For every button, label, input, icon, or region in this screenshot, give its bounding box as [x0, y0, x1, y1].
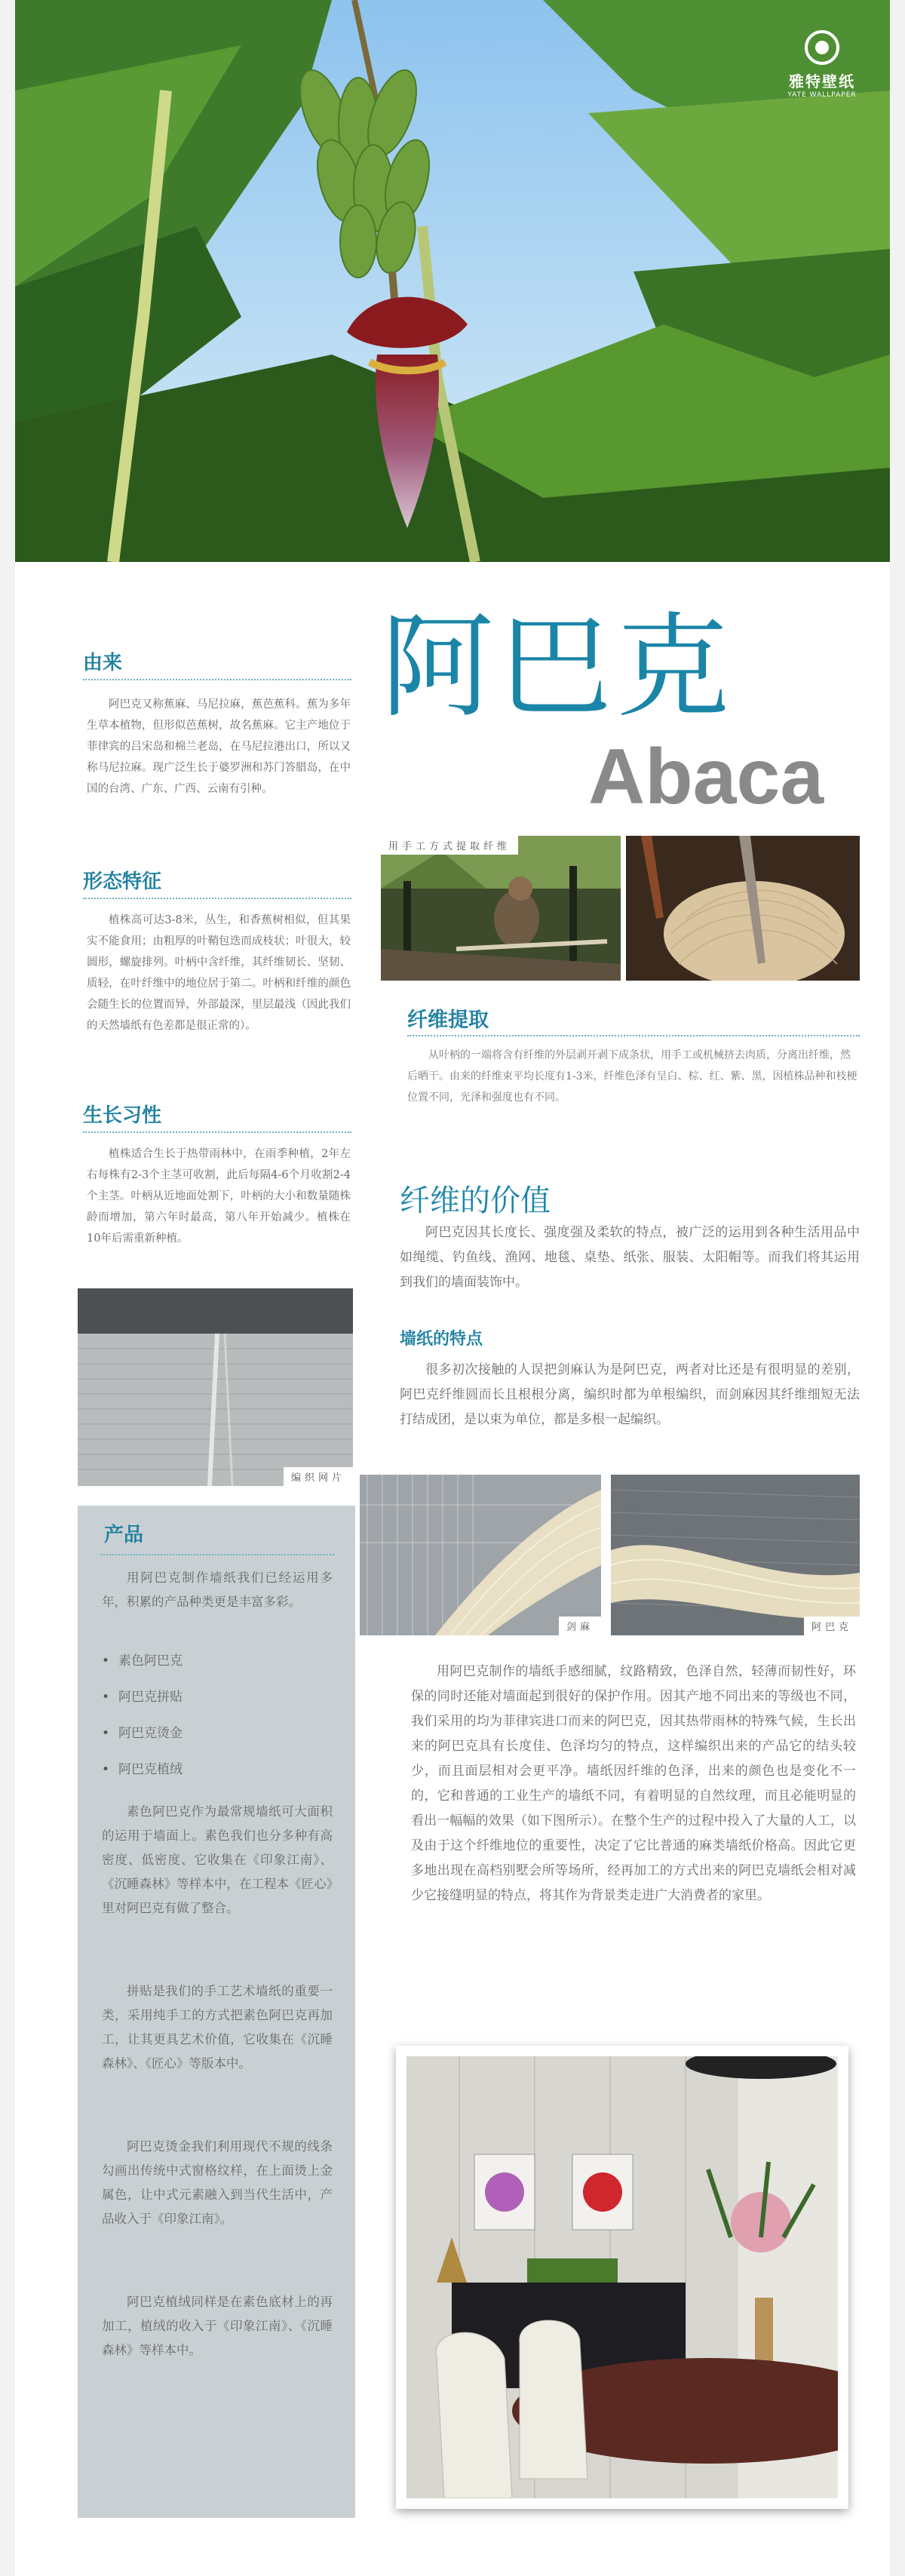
page-title-cn: 阿巴克: [381, 602, 735, 733]
morphology-heading: 形态特征: [83, 870, 162, 893]
products-heading: 产品: [104, 1524, 144, 1546]
brand-name-cn: 雅特壁纸: [789, 72, 855, 91]
brand-logo-icon: [805, 30, 839, 65]
page: [15, 0, 890, 2576]
products-rule: [100, 1554, 334, 1555]
origin-heading: 由来: [83, 652, 123, 674]
fiber-extract-rule: [407, 1035, 860, 1036]
growth-rule: [83, 1131, 351, 1133]
abaca-caption: 阿巴克: [804, 1617, 860, 1635]
fiber-value-text: 阿巴克因其长度长、强度强及柔软的特点，被广泛的运用到各种生活用品中如绳缆、钓鱼线、渔网、地毯、桌垫、纸张、服装、太阳帽等。而我们将其运用到我们的墙面装饰中。: [400, 1225, 860, 1290]
product-item: • 阿巴克烫金: [102, 1715, 183, 1752]
fiber-extract-heading: 纤维提取: [407, 1009, 489, 1032]
woven-mesh-photo: [78, 1288, 353, 1486]
fiber-knife-photo: [626, 836, 860, 981]
origin-rule: [83, 679, 351, 680]
fiber-value-heading: 纤维的价值: [400, 1184, 551, 1218]
growth-heading: 生长习性: [83, 1104, 162, 1127]
page-title-en: Abaca: [588, 733, 824, 821]
products-collage-text: 拼贴是我们的手工艺术墙纸的重要一类，采用纯手工的方式把素色阿巴克再加工，让其更具艺术价值，它收集在《沉睡森林》、《匠心》等版本中。: [102, 1984, 333, 2071]
brand-name-en: YATE WALLPAPER: [787, 91, 857, 99]
morphology-text: 植株高可达3-8米，丛生，和香蕉树相似，但其果实不能食用；由粗厚的叶鞘包迭而成枝状；叶很大，较圆形，螺旋排列。叶柄中含纤维，其纤维韧长、坚韧、质轻，在叶纤维中的地位居于第二。叶柄和纤维的颜色会随生长的位置而异，外部最深，里层最浅（因此我们的天然墙纸有色差都是很正常的）。: [87, 914, 351, 1032]
jianma-caption: 剑麻: [559, 1617, 601, 1635]
product-item: • 阿巴克植绒: [102, 1752, 183, 1788]
hand-extract-caption: 用手工方式提取纤维: [381, 836, 518, 855]
origin-text: 阿巴克又称蕉麻、马尼拉麻，蕉芭蕉科。蕉为多年生草本植物，但形似芭蕉树，故名蕉麻。它主产地位于菲律宾的吕宋岛和棉兰老岛，在马尼拉港出口，所以又称马尼拉麻。现广泛生长于婆罗洲和苏门答腊岛，在中国的台湾、广东、广西、云南有引种。: [87, 698, 351, 795]
morphology-rule: [83, 898, 351, 899]
products-gilding-text: 阿巴克烫金我们利用现代不规的线条勾画出传统中式窗格纹样，在上面烫上金属色，让中式元素融入到当代生活中，产品收入于《印象江南》。: [102, 2139, 333, 2226]
products-list: [102, 1643, 183, 1788]
product-item: • 阿巴克拼贴: [102, 1679, 183, 1715]
product-item: • 素色阿巴克: [102, 1643, 183, 1679]
jianma-fiber-photo: [360, 1475, 601, 1635]
main-description-text: 用阿巴克制作的墙纸手感细腻，纹路精致，色泽自然，轻薄而韧性好，环保的同时还能对墙面起到很好的保护作用。因其产地不同出来的等级也不同，我们采用的均为菲律宾进口而来的阿巴克，因其热带雨林的特殊气候，生长出来的阿巴克具有长度佳、色泽均匀的特点，这样编织出来的产品它的结头较少，而且面层相对会更平净。墙纸因纤维的色泽，出来的颜色也是变化不一的，它和普通的工业生产的墙纸不同，有着明显的自然纹理，而且必能明显的看出一幅幅的效果（如下图所示）。在整个生产的过程中投入了大量的人工，以及由于这个纤维地位的重要性，决定了它比普通的麻类墙纸价格高。因此它更多地出现在高档别墅会所等场所，经再加工的方式出来的阿巴克墙纸会相对减少它接缝明显的特点，将其作为背景类走进广大消费者的家里。: [411, 1664, 856, 1903]
woven-mesh-caption: 编织网片: [284, 1467, 353, 1486]
growth-text: 植株适合生长于热带雨林中，在雨季种植，2年左右每株有2-3个主茎可收割，此后每隔4-6个月收割2-4个主茎。叶柄从近地面处割下，叶柄的大小和数量随株龄而增加，第六年时最高，第八年开始减少。植株在10年后需重新种植。: [87, 1148, 351, 1245]
products-intro: 用阿巴克制作墙纸我们已经运用多年，积累的产品种类更是丰富多彩。: [102, 1570, 333, 1609]
hand-extract-photo: [381, 836, 621, 981]
hero-banana-photo: [15, 0, 890, 562]
products-plain-text: 素色阿巴克作为最常规墙纸可大面积的运用于墙面上。素色我们也分多种有高密度、低密度、它收集在《印象江南》、《沉睡森林》等样本中，在工程本《匠心》里对阿巴克有做了整合。: [102, 1804, 333, 1915]
fiber-extract-text: 从叶柄的一端将含有纤维的外层剥开剥下成条状，用手工或机械挤去肉质，分离出纤维，然后晒干。由来的纤维束平均长度有1-3米，纤维色泽有呈白、棕、红、紫、黑，因植株品种和枝梗位置不同，光泽和强度也有不同。: [407, 1049, 857, 1104]
banana-plant-illustration: [15, 0, 890, 562]
wallpaper-features-heading: 墙纸的特点: [400, 1330, 483, 1349]
brand-logo: [777, 30, 867, 99]
products-flocking-text: 阿巴克植绒同样是在素色底材上的再加工，植绒的收入于《印象江南》、《沉睡森林》等样本中。: [102, 2295, 333, 2357]
dining-room-photo: [396, 2046, 848, 2509]
products-panel: [78, 1506, 355, 2518]
wallpaper-features-text: 很多初次接触的人误把剑麻认为是阿巴克，两者对比还是有很明显的差别，阿巴克纤维圆而长且根根分离，编织时都为单根编织，而剑麻因其纤维细短无法打结成团，是以束为单位，都是多根一起编织。: [400, 1362, 860, 1427]
abaca-fiber-photo: [611, 1475, 860, 1635]
